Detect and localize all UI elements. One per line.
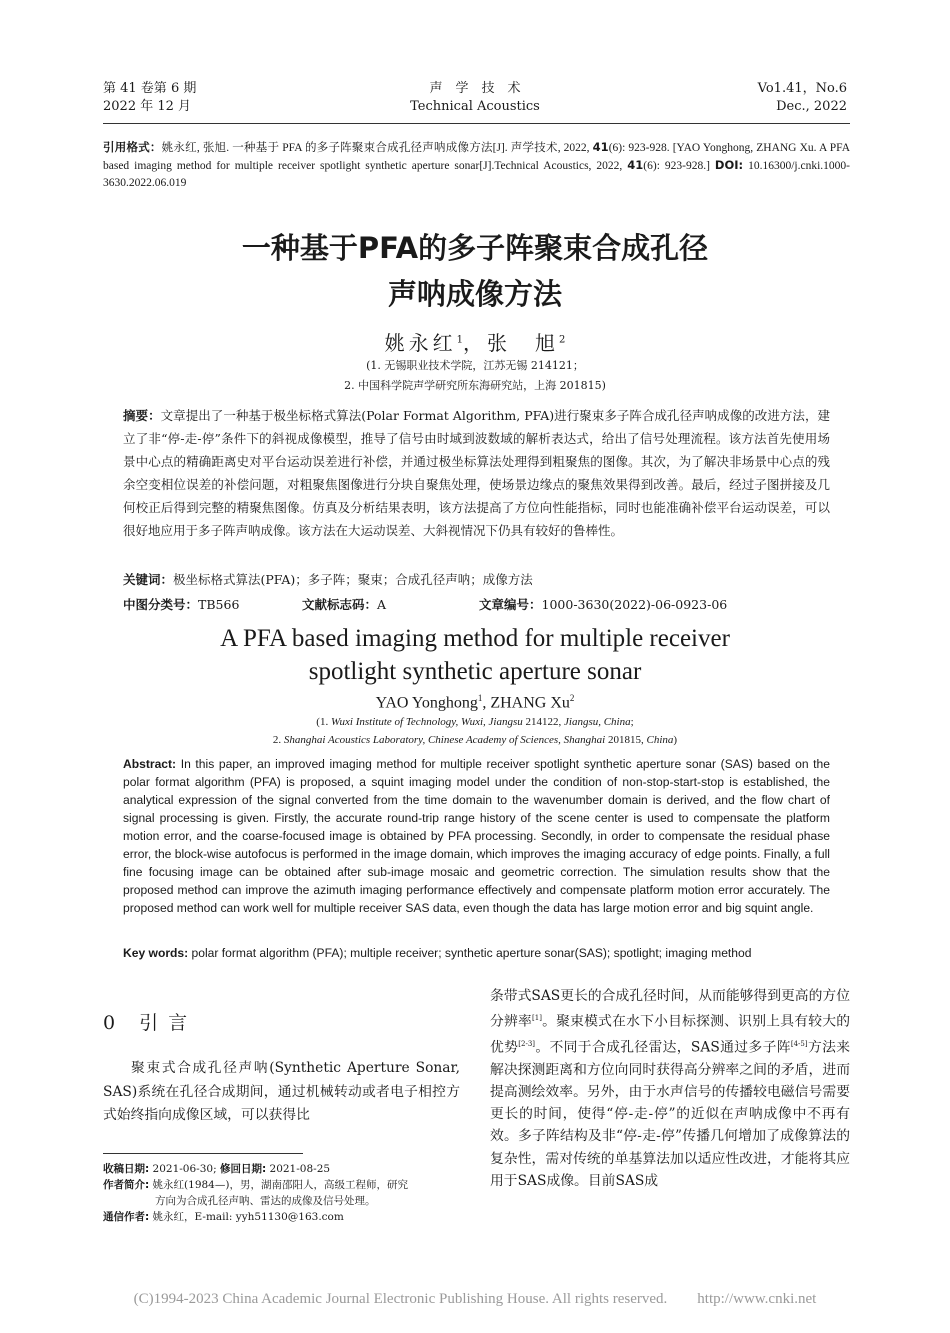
author-1-cn: 姚永红 (384, 331, 457, 355)
title-en-line1: A PFA based imaging method for multiple receiver (220, 625, 730, 652)
affiliation-1-en (0, 713, 950, 731)
volume-issue: 第 41 卷第 6 期 (103, 81, 197, 96)
affil-1-postcode: 214122, (522, 716, 564, 728)
authors-cn (0, 327, 950, 356)
affil-2-prefix: 2. (272, 734, 284, 746)
bio-line2: 方向为合成孔径声呐、雷达的成像及信号处理。 (155, 1195, 376, 1207)
abstract-en-text: In this paper, an improved imaging method for multiple receiver spotlight synthetic aperture sonar (SAS) based on the polar format algorithm (PFA) is proposed, a squint imaging model under the condition of non-stop-start-stop is established, the analytical expression of the signal converted from the time domain to the wavenumber domain is derived, and the flow chart of signal processing is given. Firstly, the accurate round-trip range history of the scene center is used to compensate the platform motion error, and the coarse-focused image is obtained by PFA processing. Secondly, in order to compensate the residual phase error, the block-wise autofocus is performed in the image domain, which improves the imaging accuracy of edge points. Finally, a full fine focusing image can be obtained after sub-image mosaic and geometric correction. The simulation results show that the proposed method can improve the azimuth imaging performance effectively and compensate platform motion error accurately. The proposed method can work well for multiple receiver SAS data, even though the data has large motion error and big squint angle. (123, 757, 830, 915)
paper-title-en (0, 622, 950, 688)
article-number-value: 1000-3630(2022)-06-0923-06 (541, 597, 728, 612)
article-number-label: 文章编号： (479, 597, 542, 612)
affil-1-institution: Wuxi Institute of Technology, Wuxi, Jiangsu (330, 716, 523, 728)
citation-text-en: (6): 923-928. [YAO Yonghong, ZHANG Xu. A PFA based imaging method for multiple receiver spotlight synthetic aperture sonar[J].Technical Acoustics, 2022, (103, 142, 851, 172)
received-label: 收稿日期: (103, 1163, 150, 1175)
author-2-affil-mark: 2 (559, 334, 566, 346)
document-code (302, 595, 386, 615)
author-bio (103, 1177, 460, 1193)
citation-label: 引用格式： (103, 140, 162, 154)
revised-date: 2021-08-25 (266, 1163, 331, 1175)
author-1-affil-mark: 1 (456, 334, 463, 346)
abstract-cn-label: 摘要： (123, 408, 161, 423)
author-2-cn: 张 旭 (487, 331, 559, 355)
affil-2-region: China (646, 734, 674, 746)
journal-name-cn: 声 学 技 术 (429, 81, 521, 96)
affil-1-suffix: ; (630, 716, 634, 728)
abstract-cn (123, 404, 830, 542)
title-cn-line1: 一种基于PFA的多子阵聚束合成孔径 (241, 231, 709, 265)
corresponding-author (103, 1209, 460, 1225)
doc-code-label: 文献标志码： (302, 597, 378, 612)
affiliations-cn (0, 356, 950, 396)
reference-4-5: [4-5] (790, 1040, 808, 1048)
affil-1-region: Jiangsu, China (564, 716, 631, 728)
affil-2-institution: Shanghai Acoustics Laboratory, Chinese Academy of Sciences, Shanghai (283, 734, 606, 746)
bio-line1: 姚永红(1984—)，男，湖南邵阳人，高级工程师，研究 (149, 1179, 408, 1191)
affiliation-1-cn: (1. 无锡职业技术学院，江苏无锡 214121； (366, 359, 584, 372)
author-1-en-affil-mark: 1 (477, 693, 483, 703)
section-number: 0 (103, 1012, 118, 1034)
body-right-part1: 条带式SAS更长的合成孔径时间，从而能够得到更高的方位分辨率 (490, 988, 850, 1030)
abstract-cn-text: 文章提出了一种基于极坐标格式算法(Polar Format Algorithm, PFA)进行聚束多子阵合成孔径声呐成像的改进方法，建立了非“停-走-停”条件下的斜视成像模型，推导了信号由时域到波数域的解析表达式，给出了信号处理流程。该方法首先使用场景中心点的精确距离史对平台运动误差进行补偿，并通过极坐标算法处理得到粗聚焦的图像。其次，为了解决非场景中心点的残余空变相位误差的补偿问题，对粗聚焦图像进行分块自聚焦处理，使场景边缘点的聚焦效果得到改善。最后，经过子图拼接及几何校正后得到完整的精聚焦图像。仿真及分析结果表明，该方法提高了方位向性能指标，同时也能准确补偿平台运动误差，可以很好地应用于多子阵声呐成像。该方法在大运动误差、大斜视情况下仍具有较好的鲁棒性。 (123, 408, 830, 538)
keywords-en (123, 944, 830, 962)
clc-number (123, 595, 239, 615)
affiliations-en (0, 713, 950, 749)
body-right-part3: 。不同于合成孔径雷达，SAS通过多子阵 (535, 1039, 791, 1056)
body-text-left: 聚束式合成孔径声呐(Synthetic Aperture Sonar, SAS)系统在孔径合成期间，通过机械转动或者电子相控方式始终指向成像区域，可以获得比 (103, 1060, 460, 1123)
doi-value: 10.16300/j.cnki.1000-3630.2022.06.019 (103, 160, 850, 189)
footnotes (103, 1161, 460, 1225)
journal-volume-header (758, 80, 847, 116)
received-date: 2021-06-30; (149, 1163, 220, 1175)
citation-text-cn: 姚永红, 张旭. 一种基于 PFA 的多子阵聚束合成孔径声呐成像方法[J]. 声学技术, 2022, (161, 142, 593, 154)
clc-value: TB566 (198, 597, 240, 612)
section-heading (103, 1008, 211, 1035)
reference-1: [1] (532, 1014, 542, 1023)
keywords-en-label: Key words: (123, 946, 189, 960)
revised-label: 修回日期: (219, 1163, 267, 1175)
clc-label: 中图分类号： (123, 597, 199, 612)
title-en-line2: spotlight synthetic aperture sonar (308, 658, 642, 685)
author-separator: ， (463, 331, 487, 355)
body-right-part4: 方法来解决探测距离和方位向同时获得高分辨率之间的矛盾，进而提高测绘效率。另外，由于水声信号的传播较电磁信号需要更长的时间，使得“停-走-停”的近似在声呐成像中不再有效。多子阵结构及非“停-走-停”传播几何增加了成像算法的复杂性，需对传统的单基算法加以适应性改进，才能将其应用于SAS成像。目前SAS成 (490, 1039, 851, 1189)
doc-code-value: A (377, 597, 387, 612)
affil-2-suffix: ) (673, 734, 678, 746)
corr-label: 通信作者: (103, 1211, 150, 1223)
body-right-part2: 。聚束模式在水下小目标探测、识别上具有较大的优势 (490, 1013, 851, 1056)
issue-date-cn: 2022 年 12 月 (103, 99, 192, 114)
keywords-cn-text: 极坐标格式算法(PFA)；多子阵；聚束；合成孔径声呐；成像方法 (173, 572, 533, 587)
affiliation-2-en (0, 731, 950, 749)
article-number (479, 595, 727, 615)
keywords-cn (123, 570, 830, 590)
bio-label: 作者简介: (103, 1179, 150, 1191)
journal-name-en: Technical Acoustics (410, 99, 540, 114)
affiliation-2-cn: 2. 中国科学院声学研究所东海研究站，上海 201815) (344, 379, 606, 392)
title-cn-line2: 声呐成像方法 (387, 277, 562, 311)
citation-volume-en: 41 (627, 158, 644, 172)
paper-title-cn (0, 225, 950, 317)
corr-value: 姚永红，E-mail: yyh51130@163.com (149, 1211, 344, 1223)
received-dates (103, 1161, 460, 1177)
section-title: 引 言 (139, 1012, 190, 1034)
authors-en (0, 693, 950, 712)
abstract-en (123, 755, 830, 917)
author-2-en-affil-mark: 2 (569, 693, 575, 703)
author-2-en: ZHANG Xu (490, 694, 570, 712)
reference-2-3: [2-3] (518, 1040, 536, 1048)
abstract-en-label: Abstract: (123, 757, 177, 771)
citation-volume: 41 (592, 140, 609, 154)
issue-date-en: Dec., 2022 (776, 99, 847, 114)
affil-1-prefix: (1. (316, 716, 331, 728)
footnote-divider (103, 1153, 303, 1154)
keywords-en-text: polar format algorithm (PFA); multiple receiver; synthetic aperture sonar(SAS); spotlight; imaging method (188, 946, 752, 960)
citation-pages-en: (6): 923-928.] (643, 160, 715, 172)
keywords-cn-label: 关键词： (123, 572, 174, 587)
author-1-en: YAO Yonghong (375, 694, 478, 712)
doi-label: DOI: (714, 158, 744, 172)
volume-no-en: Vo1.41，No.6 (757, 81, 847, 96)
body-text-right (490, 985, 850, 1192)
header-divider (103, 123, 850, 124)
citation-block (103, 139, 850, 192)
author-en-separator: , (482, 694, 491, 712)
copyright-footer: (C)1994-2023 China Academic Journal Electronic Publishing House. All rights reserved. http://www.cnki.net (133, 1291, 817, 1307)
affil-2-postcode: 201815, (605, 734, 647, 746)
